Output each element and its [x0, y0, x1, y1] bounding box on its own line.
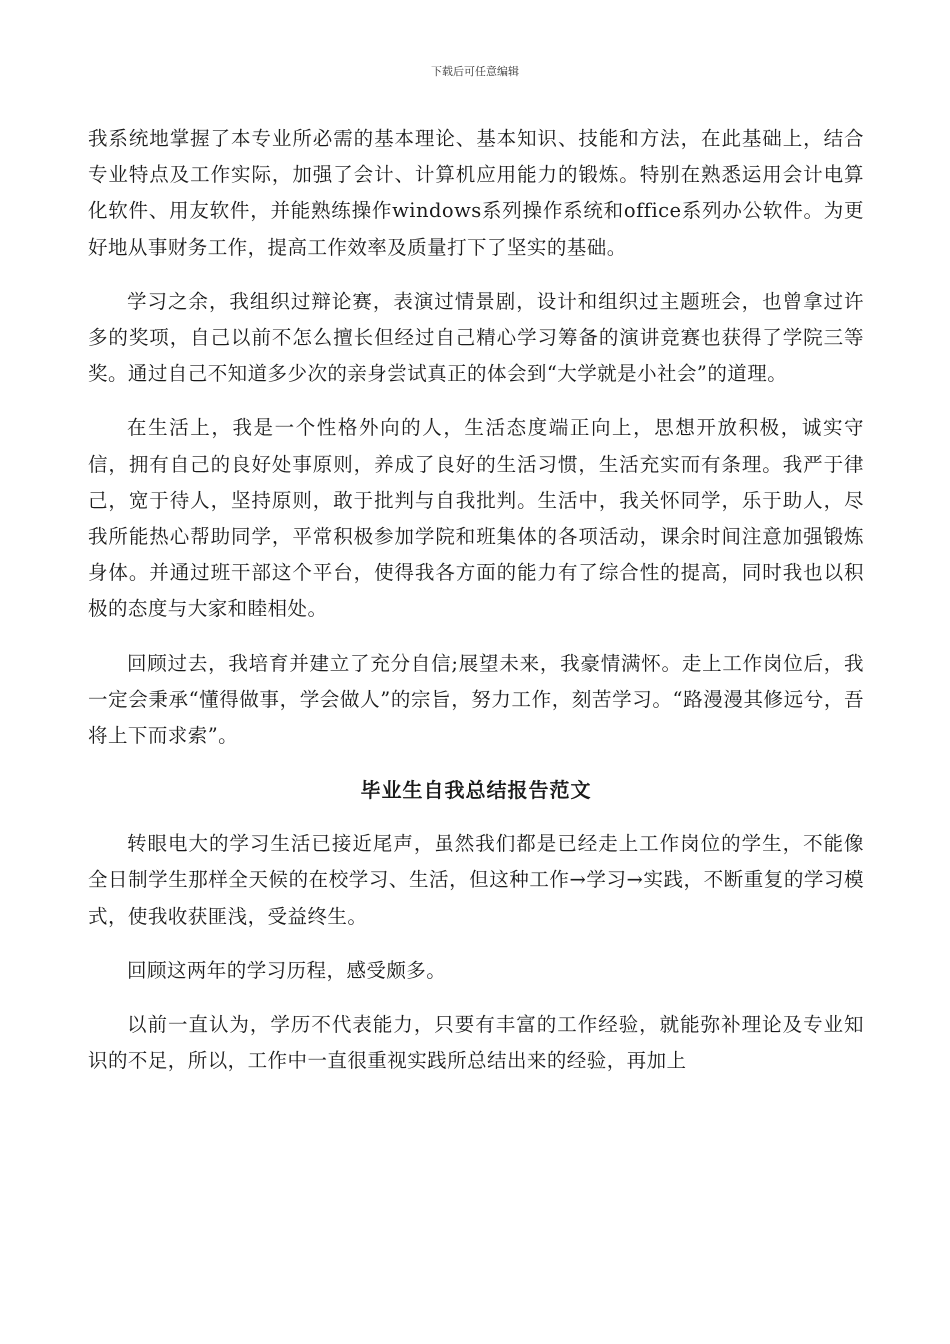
paragraph-experience: 以前一直认为，学历不代表能力，只要有丰富的工作经验，就能弥补理论及专业知识的不足，所以，工作中一直很重视实践所总结出来的经验，再加上	[88, 1013, 864, 1073]
document-body	[88, 121, 864, 1079]
section-title: 毕业生自我总结报告范文	[360, 778, 592, 803]
paragraph-outlook: 回顾过去，我培育并建立了充分自信;展望未来，我豪情满怀。走上工作岗位后，我一定会秉承“懂得做事，学会做人”的宗旨，努力工作，刻苦学习。“路漫漫其修远兮，吾将上下而求索”。	[88, 651, 864, 748]
paragraph-life: 在生活上，我是一个性格外向的人，生活态度端正向上，思想开放积极，诚实守信，拥有自己的良好处事原则，养成了良好的生活习惯，生活充实而有条理。我严于律己，宽于待人，坚持原则，敢于批判与自我批判。生活中，我关怀同学，乐于助人，尽我所能热心帮助同学，平常积极参加学院和班集体的各项活动，课余时间注意加强锻炼身体。并通过班干部这个平台，使得我各方面的能力有了综合性的提高，同时我也以积极的态度与大家和睦相处。	[88, 416, 864, 621]
paragraph-skills: 我系统地掌握了本专业所必需的基本理论、基本知识、技能和方法，在此基础上，结合专业特点及工作实际，加强了会计、计算机应用能力的锻炼。特别在熟悉运用会计电算化软件、用友软件，并能熟练操作windows系列操作系统和office系列办公软件。为更好地从事财务工作，提高工作效率及质量打下了坚实的基础。	[88, 127, 864, 259]
paragraph-activities: 学习之余，我组织过辩论赛，表演过情景剧，设计和组织过主题班会，也曾拿过许多的奖项，自己以前不怎么擅长但经过自己精心学习筹备的演讲竞赛也获得了学院三等奖。通过自己不知道多少次的亲身尝试真正的体会到“大学就是小社会”的道理。	[88, 289, 864, 386]
paragraph-intro: 转眼电大的学习生活已接近尾声，虽然我们都是已经走上工作岗位的学生，不能像全日制学生那样全天候的在校学习、生活，但这种工作→学习→实践，不断重复的学习模式，使我收获匪浅，受益终生。	[88, 832, 864, 928]
page-header: 下载后可任意编辑	[431, 65, 519, 78]
paragraph-review: 回顾这两年的学习历程，感受颇多。	[127, 958, 447, 982]
